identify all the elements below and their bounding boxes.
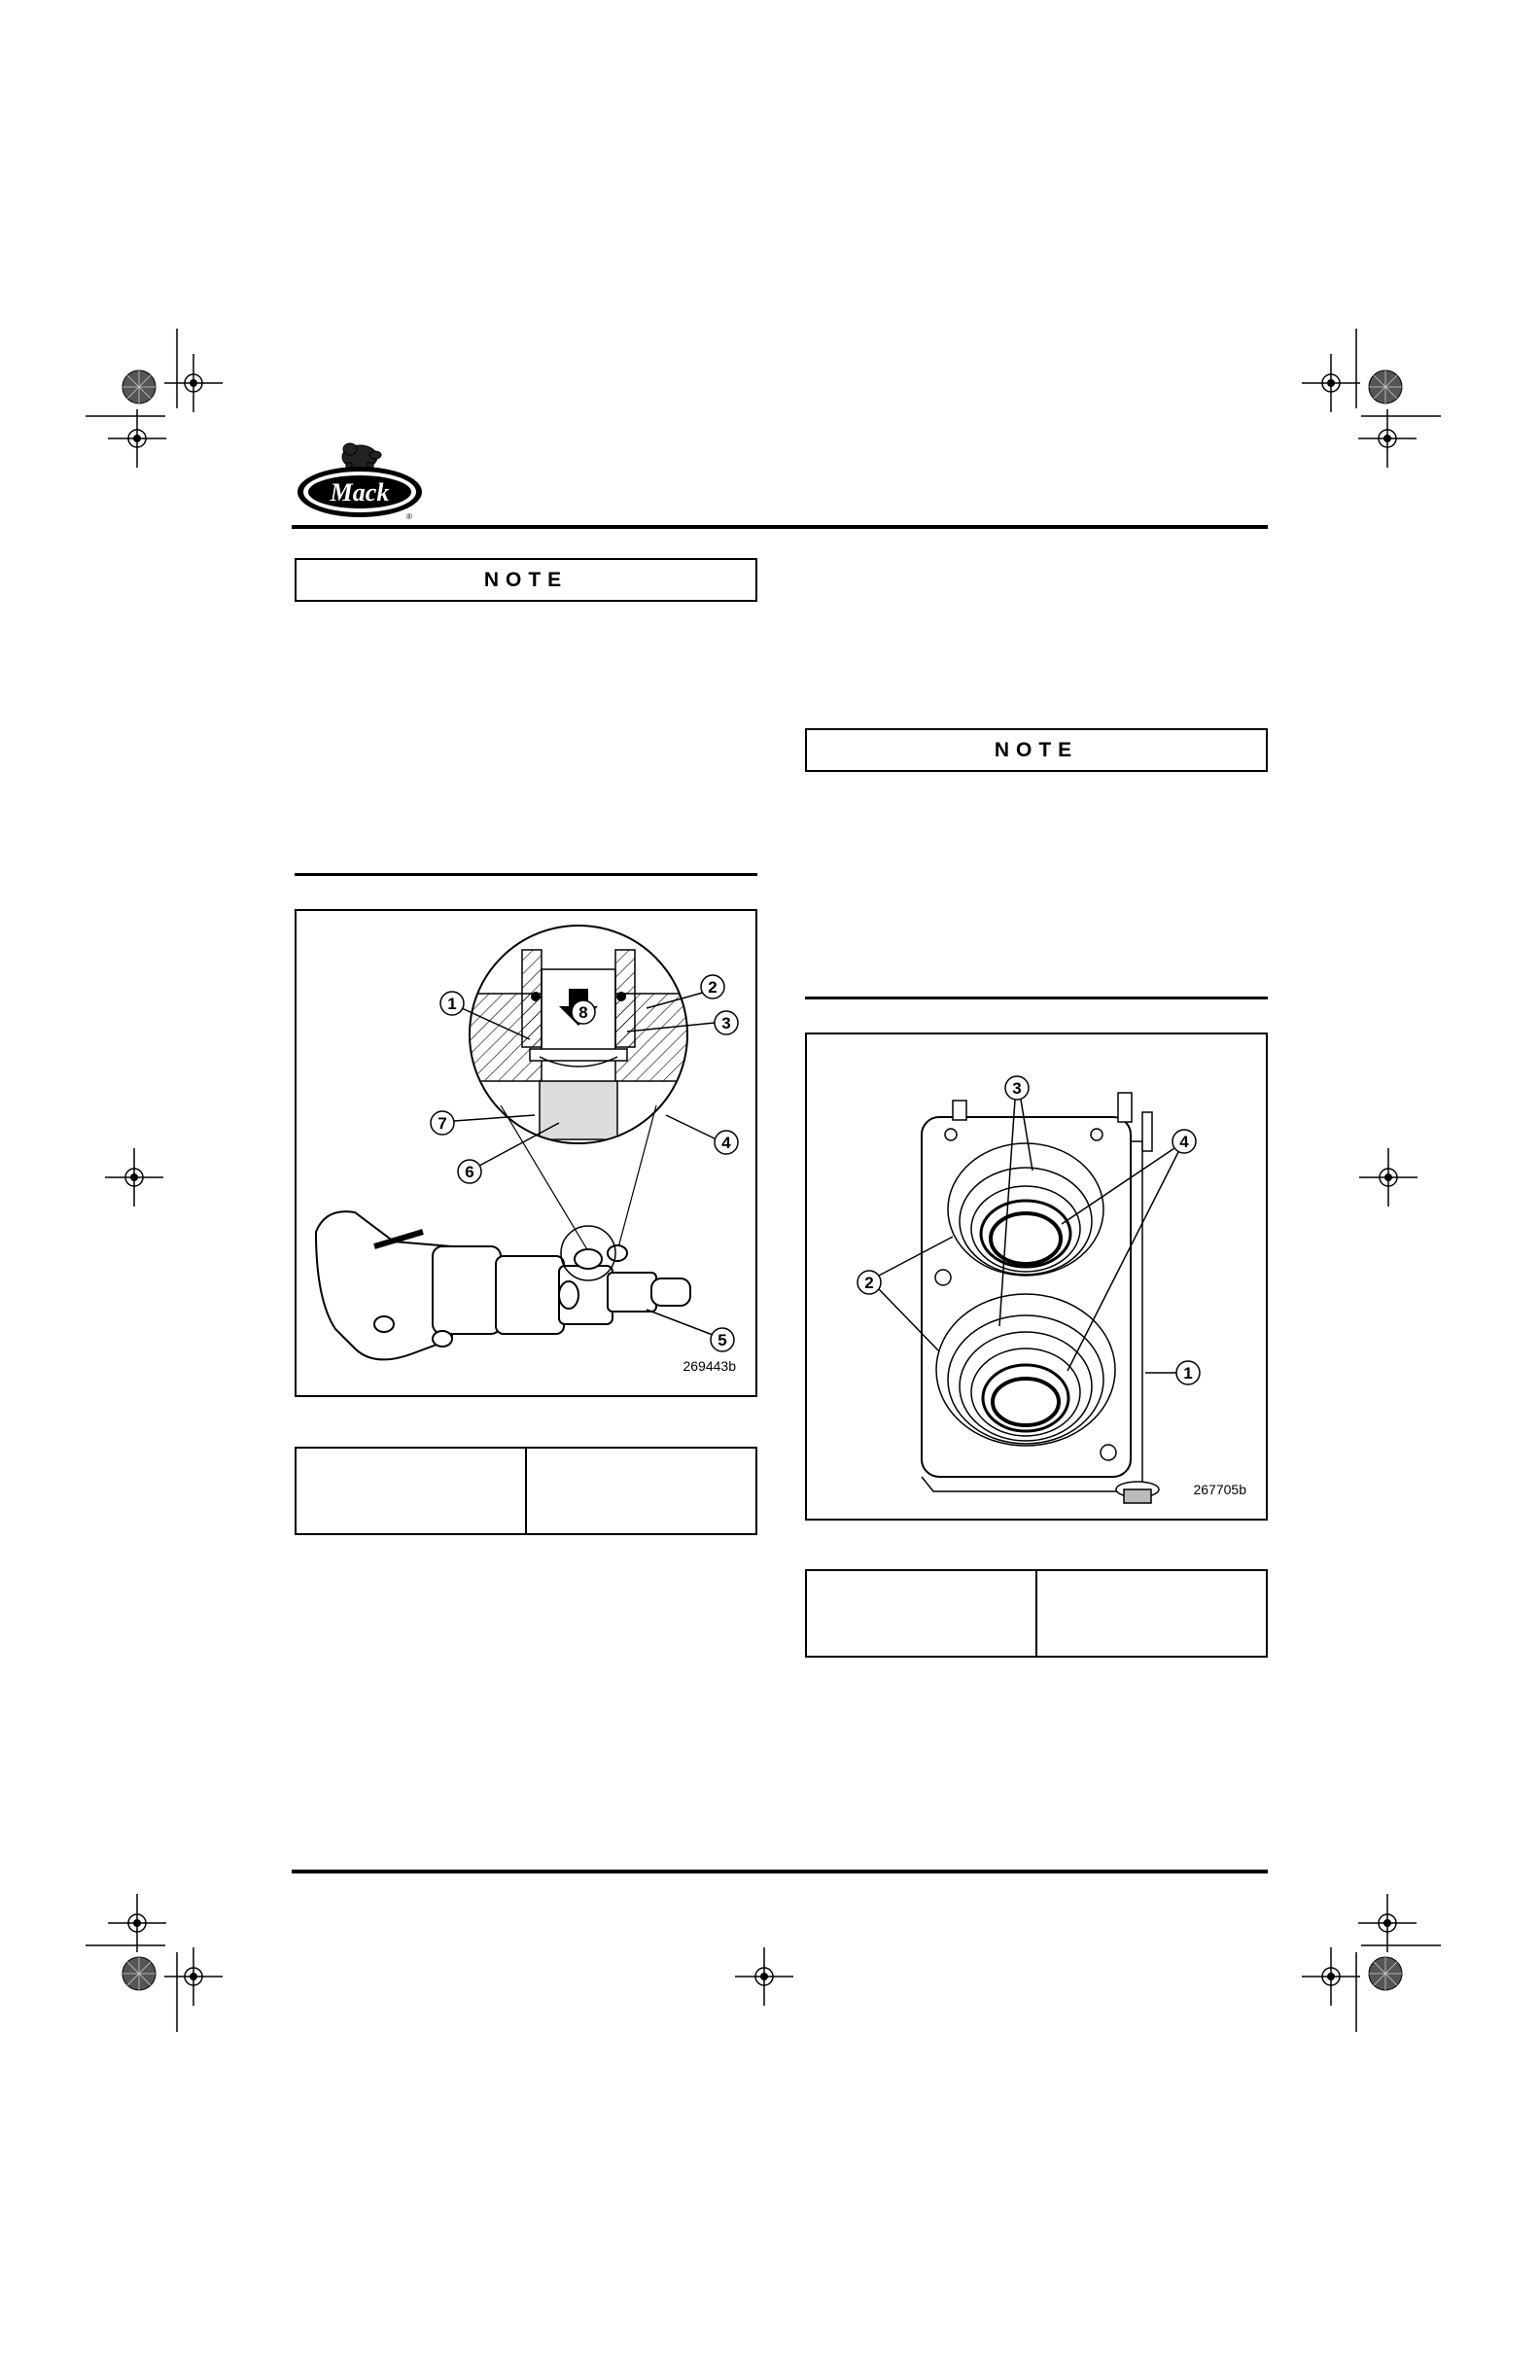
callout-8 <box>572 1000 595 1024</box>
crosshair-registration-icon <box>108 1894 166 1952</box>
color-calibration-target-icon <box>122 1957 156 1990</box>
color-calibration-target-icon <box>1369 370 1402 403</box>
svg-text:3: 3 <box>721 1014 731 1032</box>
footer-rule <box>292 1870 1268 1873</box>
crosshair-registration-icon <box>1358 1894 1417 1952</box>
svg-text:8: 8 <box>578 1003 588 1022</box>
svg-text:5: 5 <box>718 1331 727 1349</box>
section-rule-right <box>805 997 1268 999</box>
crosshair-registration-icon <box>1302 354 1360 412</box>
caption-table-left <box>295 1447 757 1535</box>
crosshair-registration-icon <box>735 1947 793 2006</box>
mack-bulldog-logo-icon <box>292 428 428 525</box>
header-rule <box>292 525 1268 529</box>
sleeve-bores-illustration <box>807 1034 1266 1519</box>
caption-table-right <box>805 1569 1268 1658</box>
svg-text:4: 4 <box>1179 1133 1189 1151</box>
crosshair-registration-icon <box>1359 1148 1418 1207</box>
svg-text:2: 2 <box>708 978 718 997</box>
caption-table-cell <box>297 1449 525 1533</box>
note-label: NOTE <box>994 738 1079 761</box>
figure-code: 267705b <box>1193 1482 1246 1497</box>
note-label: NOTE <box>483 568 569 591</box>
callout-1 <box>1145 1361 1200 1384</box>
svg-text:6: 6 <box>465 1163 474 1181</box>
crosshair-registration-icon <box>108 409 166 468</box>
svg-text:1: 1 <box>447 995 457 1013</box>
crosshair-registration-icon <box>105 1148 163 1207</box>
svg-text:®: ® <box>406 512 412 521</box>
caption-table-cell <box>1035 1571 1266 1656</box>
crosshair-registration-icon <box>1358 409 1417 468</box>
svg-text:1: 1 <box>1183 1364 1193 1382</box>
figure-injector-seal <box>295 909 757 1397</box>
section-rule-left <box>295 873 757 876</box>
figure-code: 269443b <box>682 1358 736 1374</box>
color-calibration-target-icon <box>122 370 156 403</box>
caption-table-cell <box>525 1449 755 1533</box>
crosshair-registration-icon <box>1302 1947 1360 2006</box>
svg-text:3: 3 <box>1012 1079 1022 1098</box>
crosshair-registration-icon <box>164 1947 223 2006</box>
color-calibration-target-icon <box>1369 1957 1402 1990</box>
note-box-left <box>295 558 757 602</box>
svg-text:7: 7 <box>438 1114 447 1133</box>
svg-text:4: 4 <box>721 1134 731 1152</box>
callout-4 <box>666 1115 738 1154</box>
callout-5 <box>647 1310 734 1351</box>
note-box-right <box>805 728 1268 772</box>
brand-logo <box>292 428 428 525</box>
svg-text:2: 2 <box>864 1274 874 1292</box>
crosshair-registration-icon <box>164 354 223 412</box>
injector-seal-illustration <box>297 911 755 1395</box>
brand-logo-text: Mack <box>330 478 390 507</box>
figure-sleeve-bores <box>805 1032 1268 1521</box>
caption-table-cell <box>807 1571 1035 1656</box>
